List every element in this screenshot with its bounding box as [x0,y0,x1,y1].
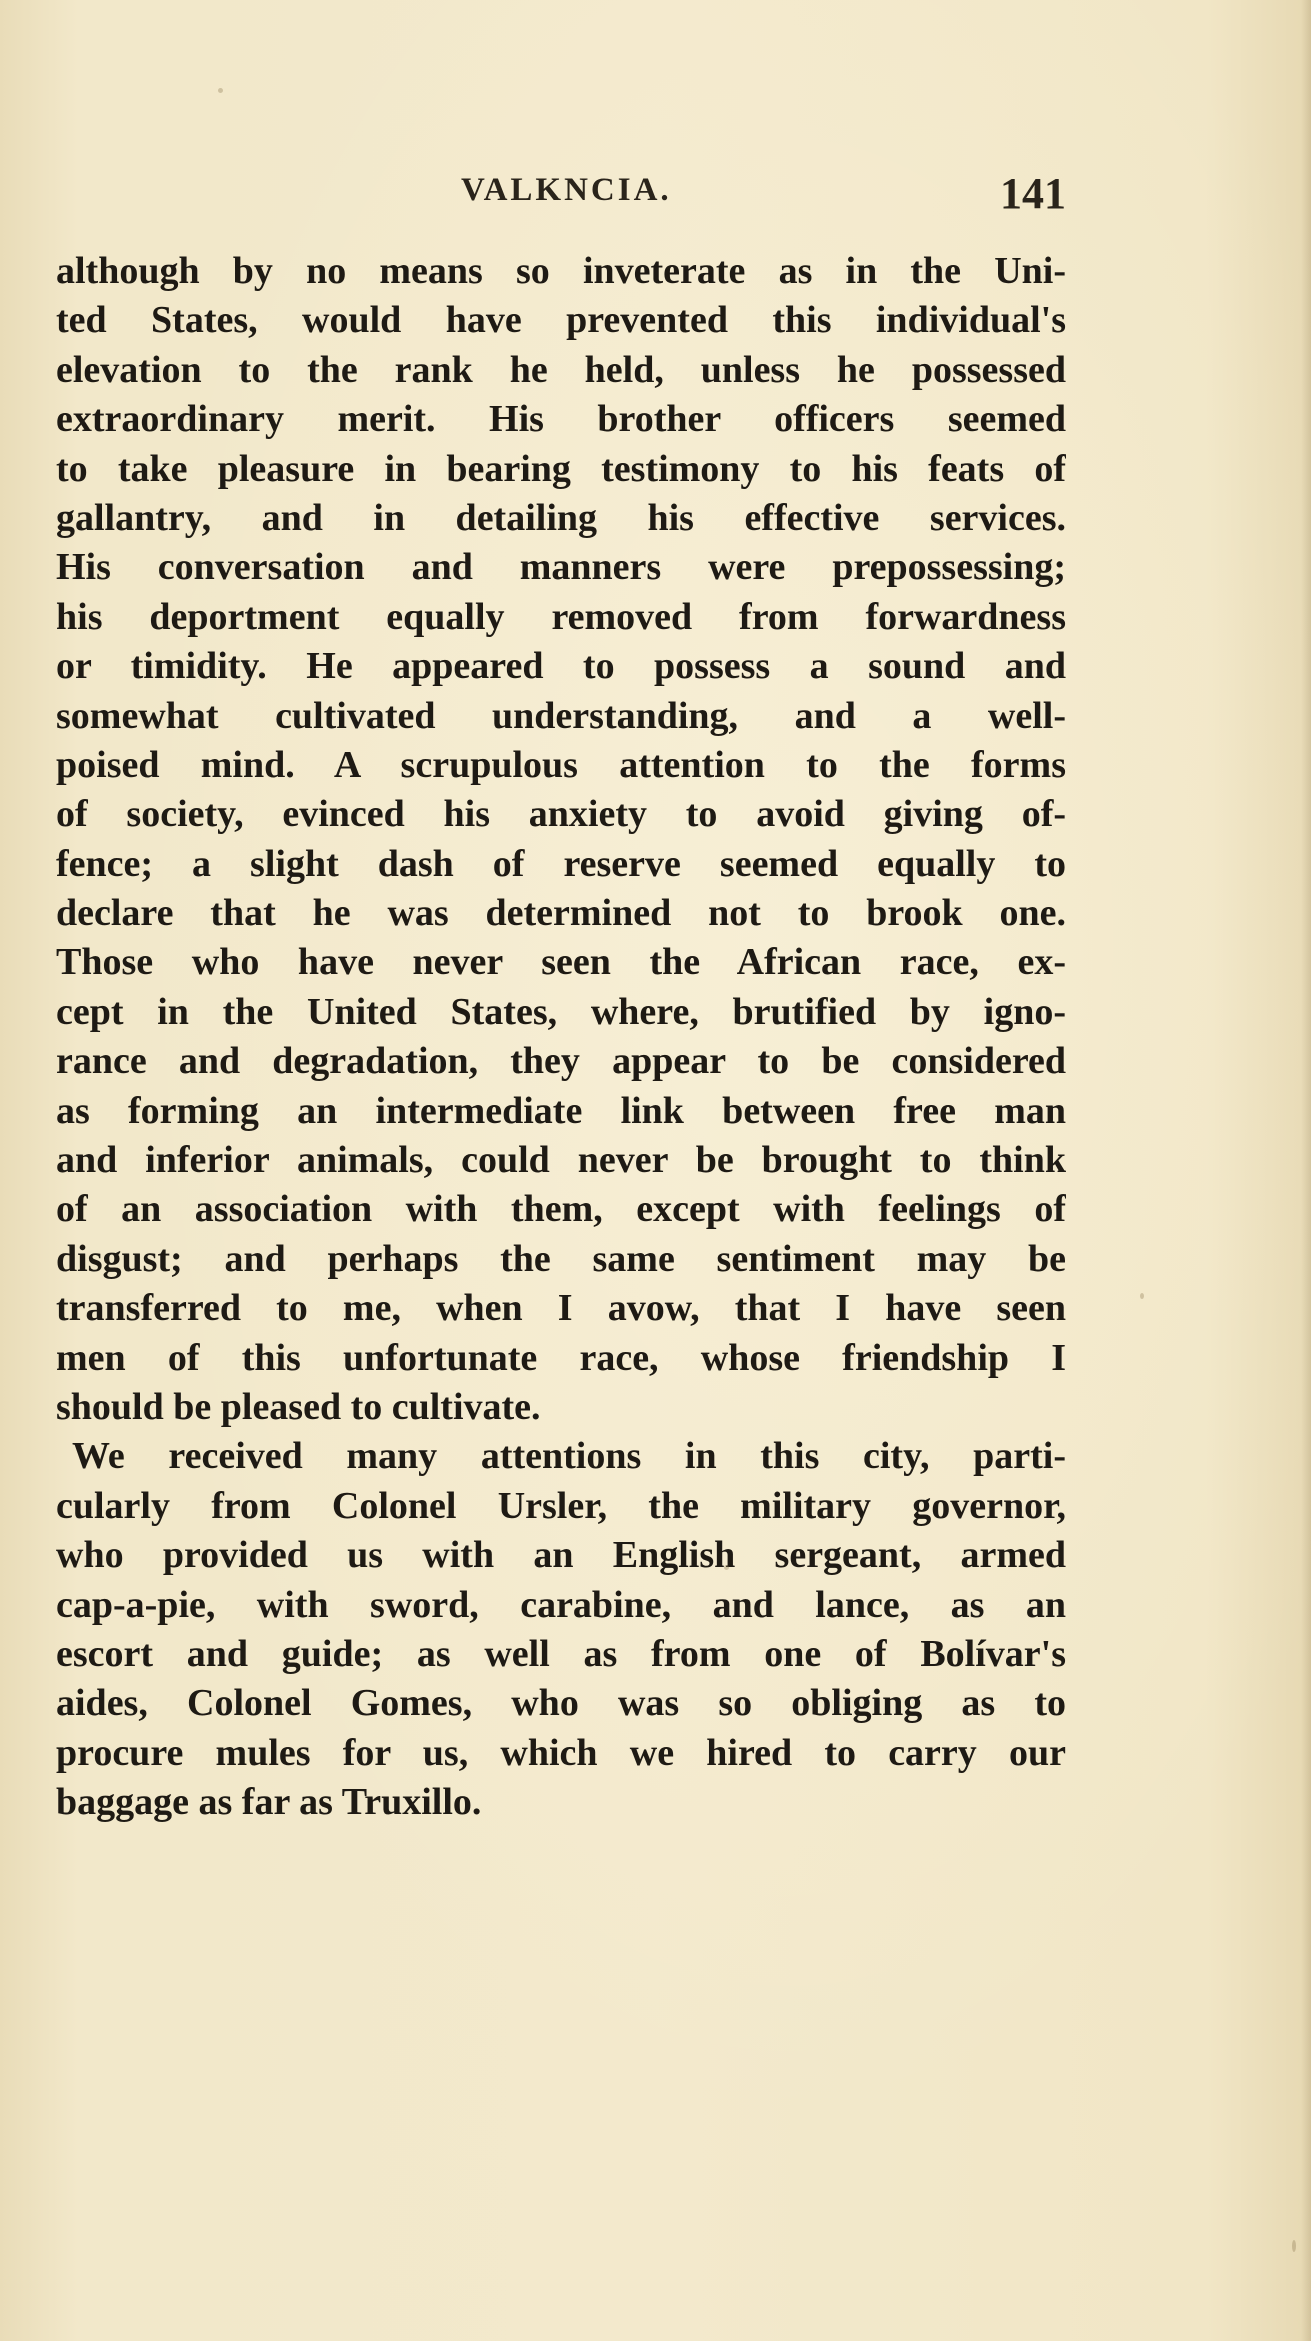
text-line: poised mind. A scrupulous attention to the forms [56,743,1066,786]
body-text [56,247,1066,1828]
paper-speck [218,88,223,93]
text-line: cularly from Colonel Ursler, the military governor, [56,1484,1066,1527]
running-header [56,169,1066,222]
text-line: elevation to the rank he held, unless he possessed [56,348,1066,391]
text-line: fence; a slight dash of reserve seemed equally to [56,842,1066,885]
text-line: extraordinary merit. His brother officers seemed [56,398,1066,441]
text-line: rance and degradation, they appear to be considered [56,1040,1066,1083]
text-line: who provided us with an English sergeant, armed [56,1534,1066,1577]
text-line: as forming an intermediate link between free man [56,1089,1066,1132]
text-line: aides, Colonel Gomes, who was so obliging as to [56,1682,1066,1725]
text-line: escort and guide; as well as from one of Bolívar's [56,1632,1066,1675]
paper-speck [1140,1293,1144,1299]
text-line: or timidity. He appeared to possess a sound and [56,645,1066,688]
text-line: and inferior animals, could never be brought to think [56,1139,1066,1182]
text-line: men of this unfortunate race, whose friendship I [56,1336,1066,1379]
text-line: Those who have never seen the African race, ex- [56,941,1066,984]
text-line: his deportment equally removed from forwardness [56,595,1066,638]
text-line: although by no means so inveterate as in the Uni- [56,250,1066,292]
text-line: of society, evinced his anxiety to avoid giving of- [56,793,1066,836]
text-line: His conversation and manners were prepossessing; [56,546,1066,589]
text-line: somewhat cultivated understanding, and a well- [56,694,1066,737]
text-line: declare that he was determined not to brook one. [56,892,1066,935]
text-line: We received many attentions in this city, parti- [72,1435,1066,1478]
text-line: cap-a-pie, with sword, carabine, and lance, as an [56,1583,1066,1626]
text-line: transferred to me, when I avow, that I have seen [56,1287,1066,1330]
text-line: gallantry, and in detailing his effective services. [56,496,1066,539]
text-line: procure mules for us, which we hired to carry our [56,1731,1066,1774]
text-line: disgust; and perhaps the same sentiment may be [56,1237,1066,1280]
text-line: of an association with them, except with feelings of [56,1188,1066,1231]
text-line: ted States, would have prevented this individual's [56,299,1066,342]
running-title: VALKNCIA. [461,172,672,208]
page-edge-shadow [1301,0,1311,2341]
text-line: should be pleased to cultivate. [56,1385,541,1428]
text-line: baggage as far as Truxillo. [56,1781,482,1824]
text-line: to take pleasure in bearing testimony to his feats of [56,447,1066,490]
page-number: 141 [1000,169,1066,218]
paper-speck [724,1565,729,1570]
text-line: cept in the United States, where, brutified by igno- [56,990,1066,1033]
paper-speck [1292,2240,1296,2252]
